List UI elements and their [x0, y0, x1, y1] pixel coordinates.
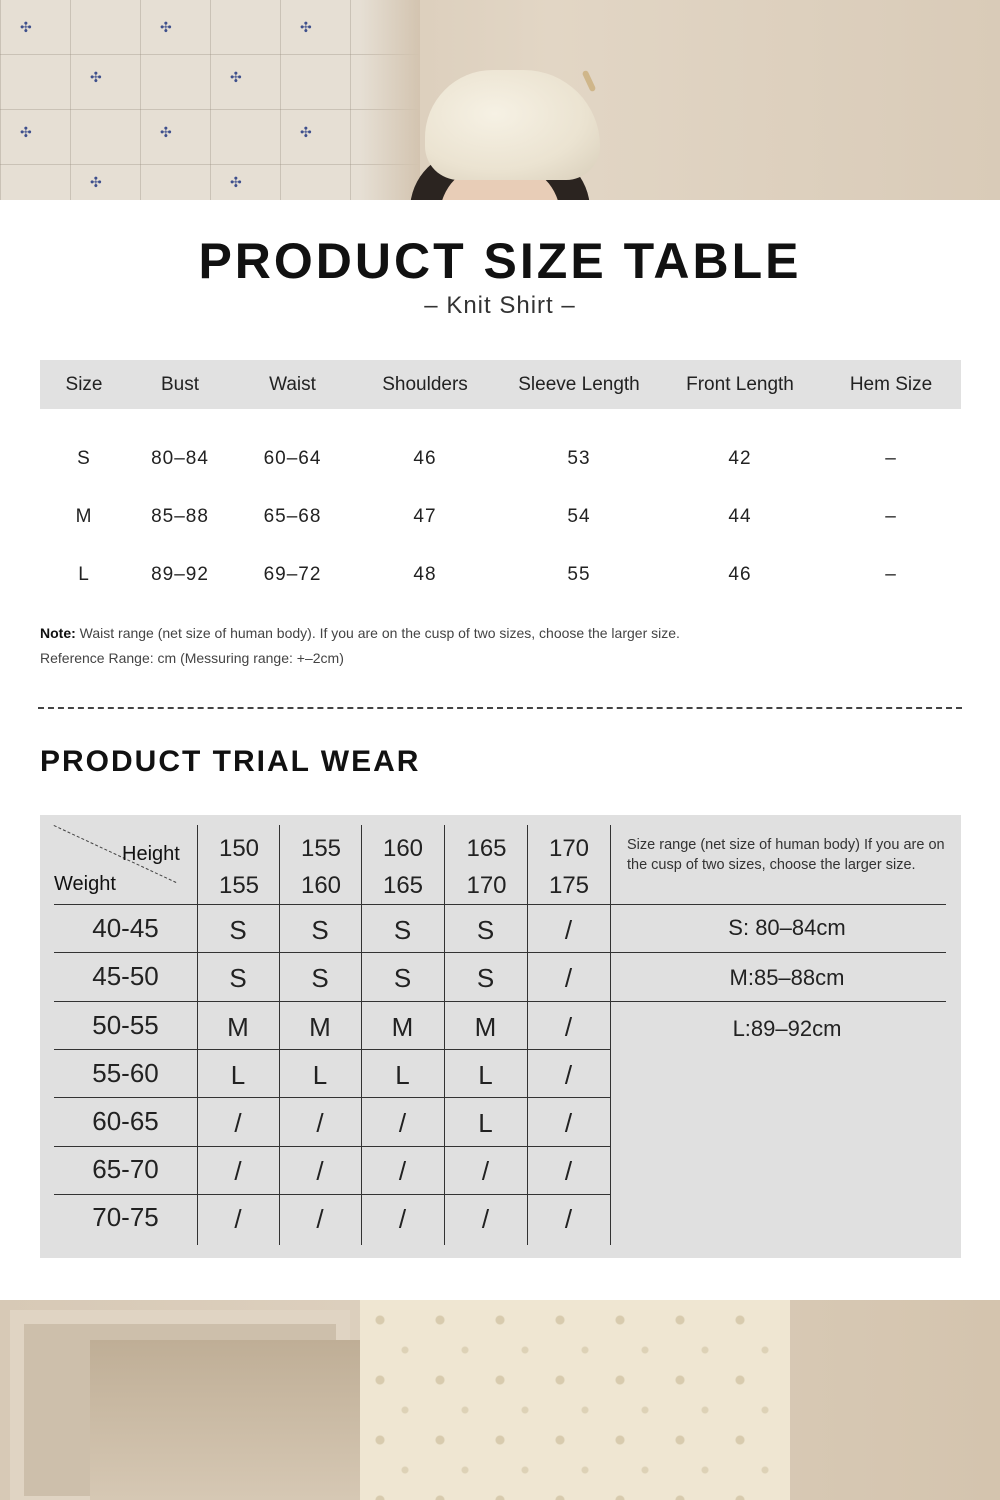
weight-label: 65-70 — [92, 1154, 159, 1184]
size-cell: / — [564, 915, 573, 945]
height-header — [280, 830, 362, 904]
table-cell: 69–72 — [263, 564, 322, 585]
height-from: 165 — [466, 835, 507, 862]
height-header — [362, 830, 444, 904]
size-cell: / — [316, 1204, 324, 1234]
table-cell: 89–92 — [151, 564, 209, 585]
note-text: Waist range (net size of human body). If you are on the cusp of two sizes, choose the larger size. — [75, 625, 680, 641]
size-cell: M — [309, 1012, 331, 1042]
table-cell: 65–68 — [263, 506, 322, 527]
table-cell: 53 — [567, 448, 591, 469]
column-header: Bust — [160, 374, 200, 395]
height-from: 160 — [382, 835, 424, 862]
height-header — [445, 830, 528, 904]
height-from: 155 — [300, 835, 342, 862]
weight-label: 70-75 — [92, 1202, 159, 1232]
size-range-l: L:89–92cm — [732, 1016, 842, 1041]
table-row — [40, 440, 961, 480]
grid-line — [54, 952, 946, 953]
note-label: Note: — [40, 625, 76, 641]
table-row — [40, 498, 961, 538]
height-from: 170 — [548, 835, 590, 862]
tile-motif-icon: ✣ — [230, 70, 242, 86]
grid-line — [54, 1049, 610, 1050]
size-cell: S — [229, 963, 247, 993]
table-cell: 44 — [728, 506, 752, 527]
grid-line — [54, 904, 946, 905]
size-note — [40, 625, 680, 641]
size-cell: L — [312, 1060, 328, 1090]
table-cell: 46 — [728, 564, 752, 585]
table-cell: 42 — [728, 448, 752, 469]
height-to: 175 — [548, 872, 590, 899]
size-cell: / — [234, 1108, 242, 1138]
size-cell: M — [227, 1012, 249, 1042]
weight-label: 60-65 — [92, 1106, 159, 1136]
tile-motif-icon: ✣ — [300, 125, 312, 141]
height-axis-label: Height — [122, 843, 180, 865]
table-cell: 60–64 — [263, 448, 322, 469]
tile-motif-icon: ✣ — [300, 20, 312, 36]
section-divider — [38, 707, 962, 709]
grid-line — [610, 825, 611, 1245]
size-cell: / — [564, 1060, 573, 1090]
product-subtitle: – Knit Shirt – — [424, 292, 576, 319]
weight-label: 55-60 — [92, 1058, 159, 1088]
reference-note: Reference Range: cm (Messuring range: +–2cm) — [40, 650, 344, 666]
tile-motif-icon: ✣ — [230, 175, 242, 191]
table-cell: 80–84 — [151, 448, 209, 469]
grid-line — [54, 1097, 610, 1098]
page-title: PRODUCT SIZE TABLE — [198, 233, 802, 289]
height-header — [528, 830, 610, 904]
size-cell: M — [391, 1012, 414, 1042]
beret-stem — [582, 70, 597, 92]
size-cell: S — [311, 915, 329, 945]
column-header: Size — [65, 374, 103, 395]
size-cell: / — [481, 1204, 490, 1234]
size-cell: S — [311, 963, 329, 993]
height-to: 155 — [218, 872, 260, 899]
table-cell: L — [78, 564, 90, 585]
grid-line — [54, 1146, 610, 1147]
size-range-note: Size range (net size of human body) If you are on the cusp of two sizes, choose the larger size. — [627, 837, 945, 873]
size-cell: / — [564, 1204, 573, 1234]
size-table-header — [40, 360, 961, 409]
lace-skirt — [360, 1300, 790, 1500]
height-to: 165 — [382, 872, 424, 899]
column-header: Waist — [269, 374, 316, 395]
model-photo-bottom — [0, 1300, 1000, 1500]
column-header: Shoulders — [382, 374, 468, 395]
size-cell: M — [474, 1012, 497, 1042]
beret — [425, 70, 600, 180]
height-to: 160 — [300, 872, 342, 899]
weight-label: 40-45 — [92, 913, 159, 943]
size-cell: S — [393, 963, 412, 993]
size-cell: / — [234, 1156, 242, 1186]
height-to: 170 — [466, 872, 507, 899]
size-cell: / — [564, 1012, 573, 1042]
table-cell: 85–88 — [151, 506, 209, 527]
size-card — [0, 200, 1000, 1300]
trial-wear-table — [40, 815, 961, 1258]
size-cell: / — [316, 1156, 324, 1186]
weight-label: 50-55 — [92, 1010, 159, 1040]
tile-motif-icon: ✣ — [160, 20, 172, 36]
tile-motif-icon: ✣ — [160, 125, 172, 141]
size-cell: S — [476, 915, 495, 945]
size-cell: / — [398, 1108, 407, 1138]
size-range-m: M:85–88cm — [729, 965, 845, 990]
size-cell: L — [230, 1060, 246, 1090]
size-cell: / — [398, 1204, 407, 1234]
model-photo-top — [0, 0, 1000, 200]
table-cell: 46 — [413, 448, 437, 469]
grid-line — [54, 1194, 610, 1195]
size-cell: S — [476, 963, 495, 993]
column-header: Front Length — [686, 374, 794, 395]
size-cell: L — [478, 1108, 493, 1138]
size-cell: / — [564, 1156, 573, 1186]
size-cell: / — [234, 1204, 242, 1234]
height-from: 150 — [218, 835, 260, 862]
size-cell: / — [564, 1108, 573, 1138]
table-cell: 48 — [413, 564, 437, 585]
size-cell: S — [229, 915, 247, 945]
size-cell: L — [478, 1060, 493, 1090]
table-cell: 47 — [413, 506, 437, 527]
column-header: Hem Size — [849, 374, 933, 395]
tile-motif-icon: ✣ — [20, 125, 32, 141]
size-cell: / — [481, 1156, 490, 1186]
table-cell: – — [885, 564, 897, 585]
weight-label: 45-50 — [92, 961, 159, 991]
size-cell: / — [564, 963, 573, 993]
table-cell: – — [885, 506, 897, 527]
table-cell: 54 — [567, 506, 591, 527]
size-cell: / — [316, 1108, 324, 1138]
trial-section-title: PRODUCT TRIAL WEAR — [40, 745, 421, 778]
size-range-s: S: 80–84cm — [728, 915, 846, 940]
table-cell: M — [75, 506, 93, 527]
tile-motif-icon: ✣ — [90, 70, 102, 86]
grid-line — [54, 1001, 946, 1002]
niche-shelf — [90, 1340, 360, 1500]
height-header — [198, 830, 280, 904]
table-cell: S — [77, 448, 91, 469]
size-cell: / — [398, 1156, 407, 1186]
size-cell: L — [395, 1060, 410, 1090]
table-cell: – — [885, 448, 897, 469]
size-cell: S — [393, 915, 412, 945]
tile-motif-icon: ✣ — [20, 20, 32, 36]
tile-motif-icon: ✣ — [90, 175, 102, 191]
table-cell: 55 — [567, 564, 591, 585]
table-row — [40, 556, 961, 596]
weight-axis-label: Weight — [54, 873, 116, 895]
tile-wall — [0, 0, 420, 200]
column-header: Sleeve Length — [518, 374, 640, 395]
